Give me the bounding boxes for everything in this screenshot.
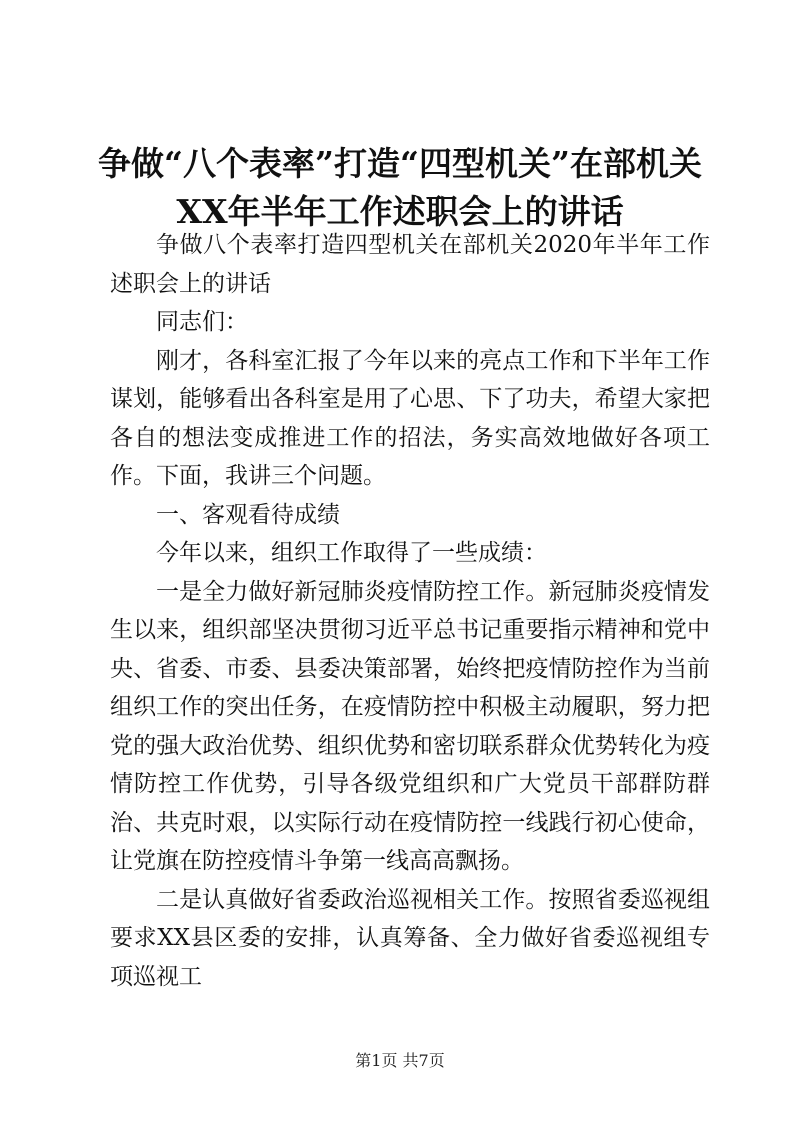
document-title-line-2: XX年半年工作述职会上的讲话 [176, 192, 624, 231]
section-heading-1: 一、客观看待成绩 [156, 501, 340, 528]
document-body [110, 226, 710, 996]
paragraph-intro: 刚才，各科室汇报了今年以来的亮点工作和下半年工作谋划，能够看出各科室是用了心思、下了功夫，希望大家把各自的想法变成推进工作的招法，务实高效地做好各项工作。下面，我讲三个问题。 [110, 347, 710, 489]
paragraph-subtitle: 争做八个表率打造四型机关在部机关2020年半年工作述职会上的讲话 [110, 232, 710, 297]
paragraph-achievements-lead: 今年以来，组织工作取得了一些成绩： [156, 540, 547, 566]
paragraph-point-2: 二是认真做好省委政治巡视相关工作。按照省委巡视组要求XX县区委的安排，认真筹备、全力做好省委巡视组专项巡视工 [110, 886, 710, 990]
page-number-footer: 第1页 共7页 [355, 1051, 445, 1070]
paragraph-point-1: 一是全力做好新冠肺炎疫情防控工作。新冠肺炎疫情发生以来，组织部坚决贯彻习近平总书记重要指示精神和党中央、省委、市委、县委决策部署，始终把疫情防控作为当前组织工作的突出任务，在疫情防控中积极主动履职，努力把党的强大政治优势、组织优势和密切联系群众优势转化为疫情防控工作优势，引导各级党组织和广大党员干部群防群治、共克时艰，以实际行动在疫情防控一线践行初心使命，让党旗在防控疫情斗争第一线高高飘扬。 [110, 578, 710, 874]
paragraph-salutation: 同志们： [156, 309, 248, 335]
document-title-line-1: 争做“八个表率”打造“四型机关”在部机关 [98, 144, 702, 183]
